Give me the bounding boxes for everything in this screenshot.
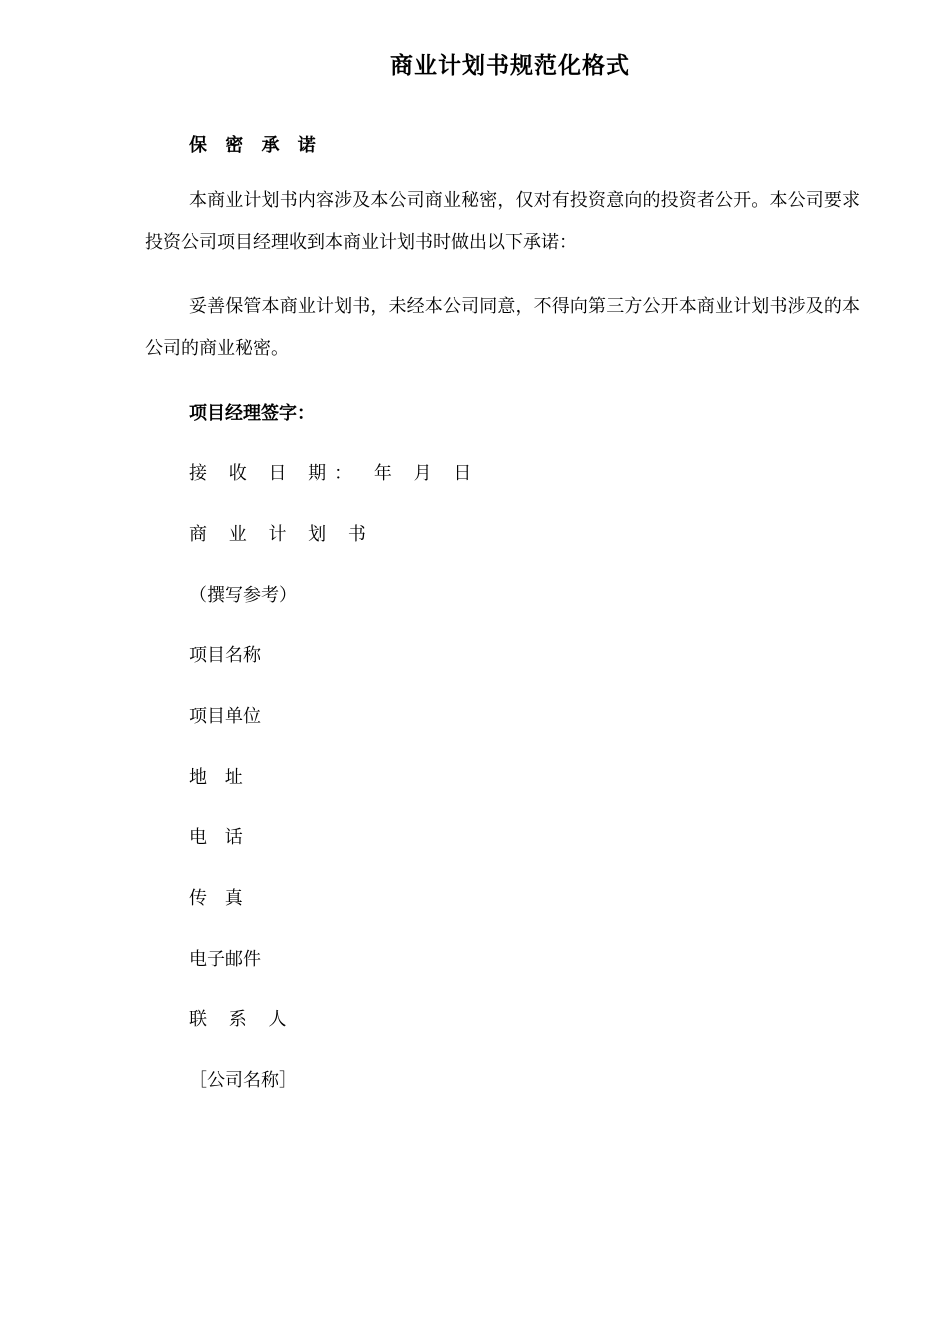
contact-field: 联 系 人	[189, 1009, 295, 1030]
company-name-field: ［公司名称］	[189, 1070, 297, 1091]
project-name-field: 项目名称	[189, 645, 261, 666]
phone-field: 电 话	[189, 827, 249, 848]
project-unit-field: 项目单位	[189, 706, 261, 727]
address-field: 地 址	[189, 767, 249, 788]
writing-reference: （撰写参考）	[189, 585, 297, 606]
plan-heading: 商 业 计 划 书	[189, 524, 374, 545]
document-title: 商业计划书规范化格式	[390, 52, 630, 79]
commitment-paragraph: 本商业计划书内容涉及本公司商业秘密，仅对有投资意向的投资者公开。本公司要求投资公司项目经理收到本商业计划书时做出以下承诺：	[145, 190, 860, 253]
confidentiality-heading: 保 密 承 诺	[189, 135, 322, 156]
receive-date-line: 接 收 日 期： 年 月 日	[189, 463, 480, 484]
fax-field: 传 真	[189, 888, 249, 909]
signature-label: 项目经理签字：	[189, 403, 315, 424]
safekeeping-paragraph: 妥善保管本商业计划书，未经本公司同意，不得向第三方公开本商业计划书涉及的本公司的商业秘密。	[145, 296, 860, 359]
email-field: 电子邮件	[189, 949, 261, 970]
